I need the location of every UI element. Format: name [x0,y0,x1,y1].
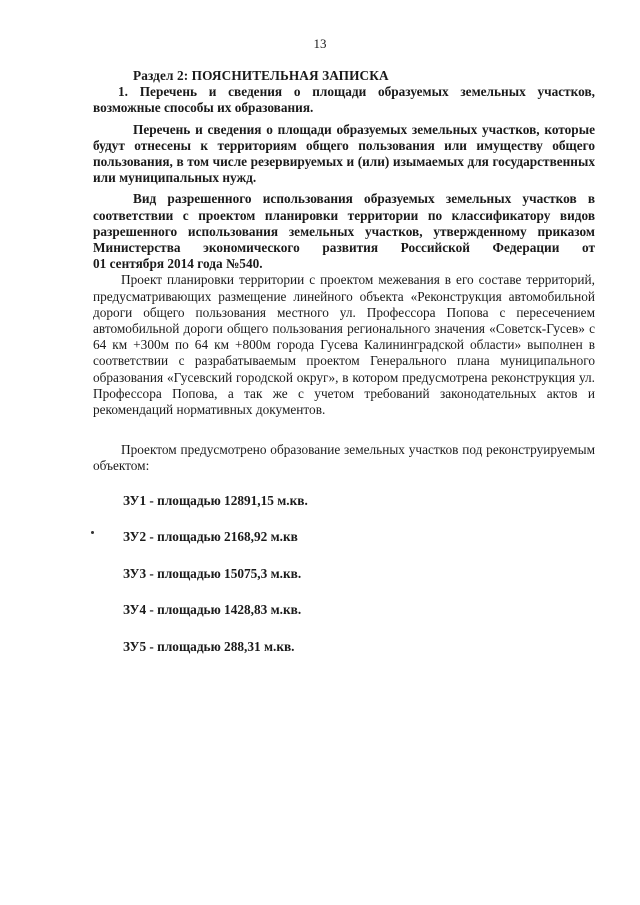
page-number: 13 [313,36,327,51]
plots-intro-paragraph: Проектом предусмотрено образование земельных участков под реконструируемым объектом: [93,442,595,474]
list-item: ЗУ3 - площадью 15075,3 м.кв. [123,565,302,581]
project-description-paragraph: Проект планировки территории с проектом межевания в его составе территорий, предусматривающих размещение линейного объекта «Реконструкция автомобильной дороги общего пользования местного ул. Профессора Попова с пересечением автомобильной дороги общего пользования регионального значения «Советск-Гусев» с 64 км +300м по 64 км +800м города Гусева Калининградской области» выполнен в соответствии с разрабатываемым проектом Генерального плана муниципального образования «Гусевский городской округ», в котором предусмотрена реконструкция ул. Профессора Попова, а так же с учетом требований законодательных актов и рекомендаций нормативных документов. [93,272,595,418]
document-body [93,68,595,671]
heading-permitted-use-main: Вид разрешенного использования образуемых земельных участков в соответствии с проектом планировки территории по классификатору видов разрешенного использования земельных участков, утвержденному приказом Министерства экономического развития Российской Федерации от [93,191,595,256]
heading-plots-list: 1. Перечень и сведения о площади образуемых земельных участков, возможные способы их образования. [93,84,595,116]
heading-public-use-plots: Перечень и сведения о площади образуемых земельных участков, которые будут отнесены к территориям общего пользования или имуществу общего пользования, в том числе резервируемых и (или) изымаемых для государственных или муниципальных нужд. [93,121,595,186]
scan-dot-mark [91,531,94,534]
heading-permitted-use [93,191,595,272]
list-item: ЗУ1 - площадью 12891,15 м.кв. [123,492,308,508]
list-item: ЗУ5 - площадью 288,31 м.кв. [123,638,295,654]
heading-permitted-use-date: 01 сентября 2014 года №540. [93,256,263,272]
list-item: ЗУ4 - площадью 1428,83 м.кв. [123,602,302,618]
plots-list [93,489,595,672]
list-item: ЗУ2 - площадью 2168,92 м.кв [123,529,298,545]
section-title: Раздел 2: ПОЯСНИТЕЛЬНАЯ ЗАПИСКА [133,68,389,83]
